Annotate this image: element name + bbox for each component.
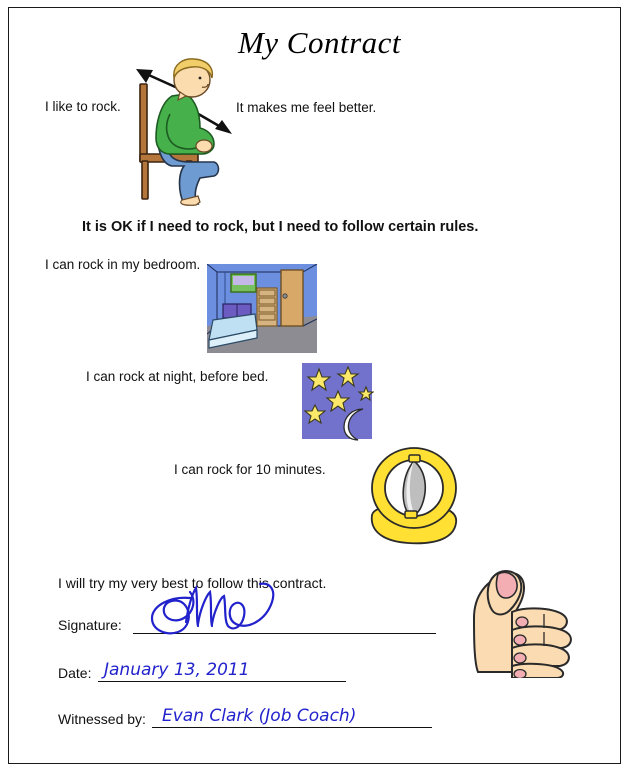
boy-rocking-on-chair-image xyxy=(128,58,248,206)
rule-bedroom-text: I can rock in my bedroom. xyxy=(45,257,201,272)
date-label: Date: xyxy=(58,665,92,681)
rule-night-text: I can rock at night, before bed. xyxy=(86,369,269,384)
rule-header: It is OK if I need to rock, but I need to follow certain rules. xyxy=(82,219,479,235)
signature-label: Signature: xyxy=(58,617,122,633)
witness-value: Evan Clark (Job Coach) xyxy=(162,706,357,726)
egg-timer-image xyxy=(366,443,466,549)
date-value: January 13, 2011 xyxy=(104,660,250,680)
thumbs-up-image xyxy=(472,566,584,678)
night-sky-image xyxy=(300,361,374,441)
statement-like-to-rock: I like to rock. xyxy=(45,99,121,114)
witness-rule-line xyxy=(152,727,432,728)
statement-feel-better: It makes me feel better. xyxy=(236,100,377,115)
signature-ink xyxy=(140,578,300,640)
witness-label: Witnessed by: xyxy=(58,711,146,727)
rule-minutes-text: I can rock for 10 minutes. xyxy=(174,462,326,477)
date-rule-line xyxy=(98,681,346,682)
page-title: My Contract xyxy=(237,25,402,60)
promise-text: I will try my very best to follow this contract. xyxy=(58,575,327,591)
bedroom-image xyxy=(207,264,317,353)
